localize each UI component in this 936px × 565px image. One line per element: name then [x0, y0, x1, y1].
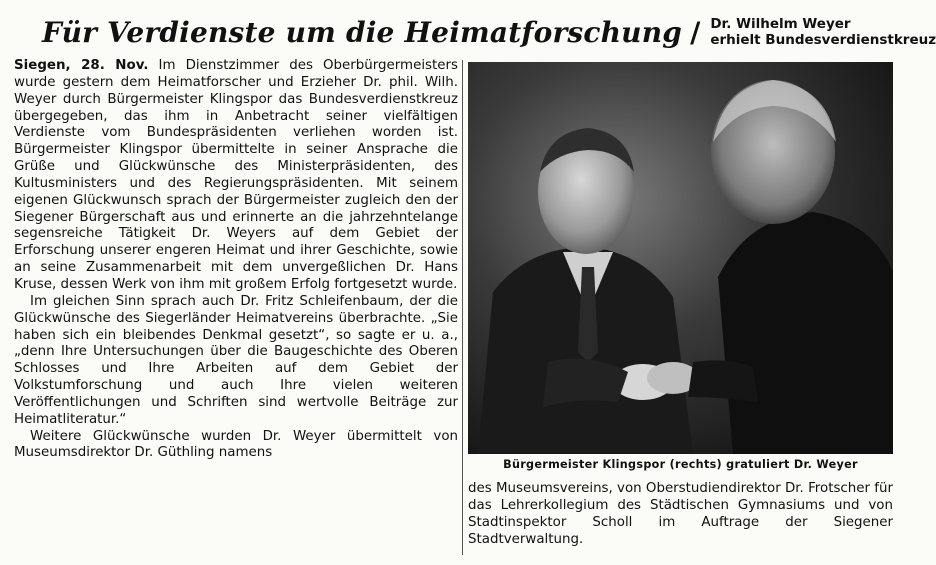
paragraph-1 [14, 58, 458, 294]
paragraph-1-text: Im Dienstzimmer des Oberbürgermeisters wurde gestern dem Heimatforscher und Erzieher Dr. phil. Wilh. Weyer durch Bürgermeister Klingspor das Bundesverdienstkreuz übergegeben, das ihm in Anbetracht seiner vielfältigen Verdienste vom Bundespräsidenten verliehen worden ist. Bürgermeister Klingspor übermittelte in seiner Ansprache die Grüße und Glückwünsche des Ministerpräsidenten, des Kultusministers und des Regierungspräsidenten. Mit seinem eigenen Glückwunsch sprach der Bürgermeister zugleich den der Siegener Bürgerschaft aus und erinnerte an die jahrzehntelange segensreiche Tätigkeit Dr. Weyers auf dem Gebiet der Erforschung unserer engeren Heimat und ihrer Geschichte, sowie an seine Zusammenarbeit mit dem unvergeßlichen Dr. Hans Kruse, dessen Werk von ihm mit großem Erfolg fortgesetzt wurde. [14, 58, 458, 292]
paragraph-3-continued: des Museumsvereins, von Oberstudiendirektor Dr. Frotscher für das Lehrerkollegium des Städtischen Gymnasiums und von Stadtinspektor Scholl im Auftrage der Siegener Stadtverwaltung. [468, 481, 893, 547]
article-left-column [14, 58, 458, 462]
subtitle-line-1: Dr. Wilhelm Weyer [710, 16, 851, 32]
column-divider [462, 60, 463, 555]
photo-caption: Bürgermeister Klingspor (rechts) gratuliert Dr. Weyer [503, 458, 858, 471]
paragraph-2: Im gleichen Sinn sprach auch Dr. Fritz Schleifenbaum, der die Glückwünsche des Siegerländer Heimatvereins überbrachte. „Sie haben sich ein bleibendes Denkmal gesetzt“, so sagte er u. a., „denn Ihre Untersuchungen über die Baugeschichte des Oberen Schlosses und Ihre Arbeiten auf dem Gebiet der Volkstumforschung und auch Ihre vielen weiteren Veröffentlichungen und Schriften sind wertvolle Beiträge zur Heimatliteratur.“ [14, 293, 458, 427]
headline-separator: / [690, 15, 701, 49]
dateline: Siegen, 28. Nov. [14, 58, 149, 73]
news-photo [468, 62, 893, 454]
subtitle-line-2: erhielt Bundesverdienstkreuz [710, 32, 936, 48]
headline-title: Für Verdienste um die Heimatforschung [42, 15, 683, 49]
paragraph-3: Weitere Glückwünsche wurden Dr. Weyer übermittelt von Museumsdirektor Dr. Güthling namens [14, 428, 458, 461]
photo-illustration [468, 62, 893, 454]
headline-subtitle [710, 16, 936, 48]
headline [42, 10, 936, 54]
article-right-column [468, 481, 893, 548]
